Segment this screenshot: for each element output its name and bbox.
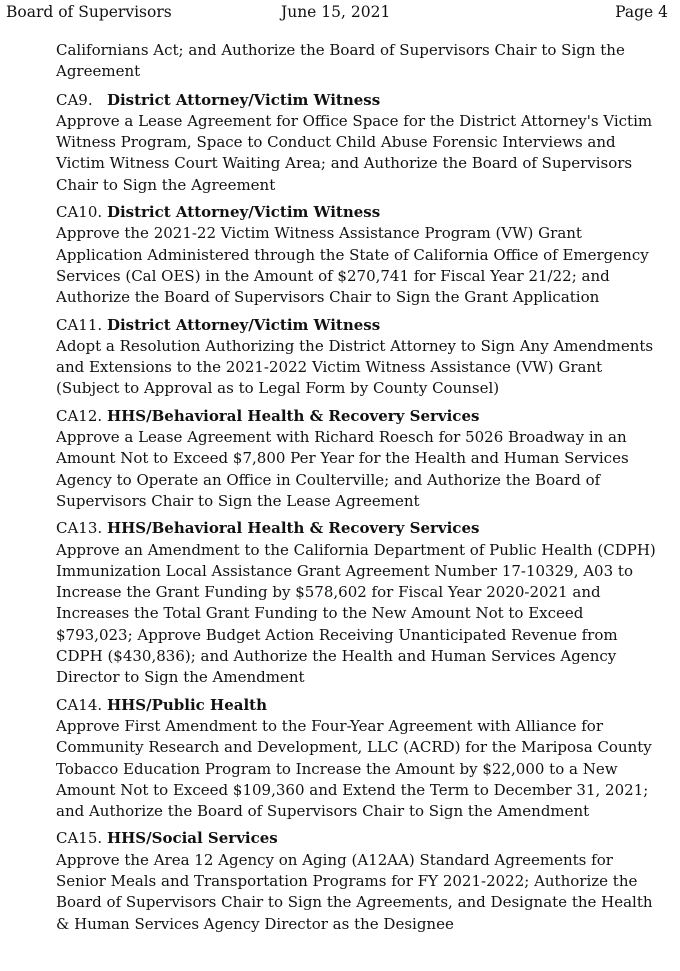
agenda-item-ca12 <box>56 406 656 512</box>
header-page-number: Page 4 <box>615 3 668 21</box>
agenda-item-number: CA11. <box>56 315 103 334</box>
agenda-item-number: CA14. <box>56 695 103 714</box>
agenda-item-description: Approve a Lease Agreement with Richard Roesch for 5026 Broadway in an Amount Not to Exceed $7,800 Per Year for the Health and Human Services Agency to Operate an Office in Coulterville; and Authorize the Board of Supervisors Chair to Sign the Lease Agreement <box>56 428 629 510</box>
agenda-item-title: HHS/Public Health <box>106 695 268 714</box>
agenda-item-heading <box>56 202 656 223</box>
agenda-item-ca9 <box>56 90 656 196</box>
agenda-item-description: Approve the 2021-22 Victim Witness Assistance Program (VW) Grant Application Administered through the State of California Office of Emergency Services (Cal OES) in the Amount of $270,741 for Fiscal Year 21/22; and Authorize the Board of Supervisors Chair to Sign the Grant Application <box>56 224 649 307</box>
agenda-item-title: HHS/Behavioral Health & Recovery Services <box>106 406 480 425</box>
agenda-item-number: CA12. <box>56 406 103 425</box>
header-date: June 15, 2021 <box>281 3 391 21</box>
page-header <box>6 3 668 25</box>
header-board-name: Board of Supervisors <box>6 3 172 21</box>
agenda-content <box>56 40 656 941</box>
agenda-item-number: CA13. <box>56 519 103 538</box>
agenda-item-title: District Attorney/Victim Witness <box>106 315 381 334</box>
agenda-item-title: HHS/Behavioral Health & Recovery Services <box>106 519 480 538</box>
agenda-item-title: District Attorney/Victim Witness <box>106 90 381 109</box>
agenda-item-heading <box>56 406 656 427</box>
agenda-item-title: HHS/Social Services <box>106 829 278 848</box>
agenda-item-number: CA15. <box>56 829 103 848</box>
agenda-item-description: Approve the Area 12 Agency on Aging (A12AA) Standard Agreements for Senior Meals and Transportation Programs for FY 2021-2022; Authorize the Board of Supervisors Chair to Sign the Agreements, and Designate the Health & Human Services Agency Director as the Designee <box>56 850 653 933</box>
agenda-item-heading <box>56 518 656 539</box>
agenda-item-ca11 <box>56 315 656 400</box>
agenda-item-description: Approve an Amendment to the California Department of Public Health (CDPH) Immunization Local Assistance Grant Agreement Number 17-10329, A03 to Increase the Grant Funding by $578,602 for Fiscal Year 2020-2021 and Increases the Total Grant Funding to the New Amount Not to Exceed $793,023; Approve Budget Action Receiving Unanticipated Revenue from CDPH ($430,836); and Authorize the Health and Human Services Agency Director to Sign the Amendment <box>56 540 656 687</box>
agenda-item-description: Adopt a Resolution Authorizing the District Attorney to Sign Any Amendments and Extensions to the 2021-2022 Victim Witness Assistance (VW) Grant (Subject to Approval as to Legal Form by County Counsel) <box>56 336 654 398</box>
agenda-item-description: Approve a Lease Agreement for Office Space for the District Attorney's Victim Witness Program, Space to Conduct Child Abuse Forensic Interviews and Victim Witness Court Waiting Area; and Authorize the Board of Supervisors Chair to Sign the Agreement <box>56 111 653 194</box>
continued-item-text: Californians Act; and Authorize the Board of Supervisors Chair to Sign the Agreement <box>56 41 625 81</box>
agenda-item-ca14 <box>56 695 656 823</box>
agenda-item-heading <box>56 315 656 336</box>
agenda-item-heading <box>56 828 656 849</box>
agenda-item-number: CA10. <box>56 203 103 222</box>
agenda-item-heading <box>56 90 656 111</box>
agenda-item-number: CA9. <box>56 90 93 109</box>
agenda-item-heading <box>56 695 656 716</box>
agenda-item-description: Approve First Amendment to the Four-Year Agreement with Alliance for Community Research and Development, LLC (ACRD) for the Mariposa County Tobacco Education Program to Increase the Amount by $22,000 to a New Amount Not to Exceed $109,360 and Extend the Term to December 31, 2021; and Authorize the Board of Supervisors Chair to Sign the Amendment <box>56 716 652 821</box>
agenda-item-ca10 <box>56 202 656 308</box>
agenda-item-title: District Attorney/Victim Witness <box>106 203 381 222</box>
agenda-item-ca13 <box>56 518 656 688</box>
agenda-item-ca15 <box>56 828 656 934</box>
